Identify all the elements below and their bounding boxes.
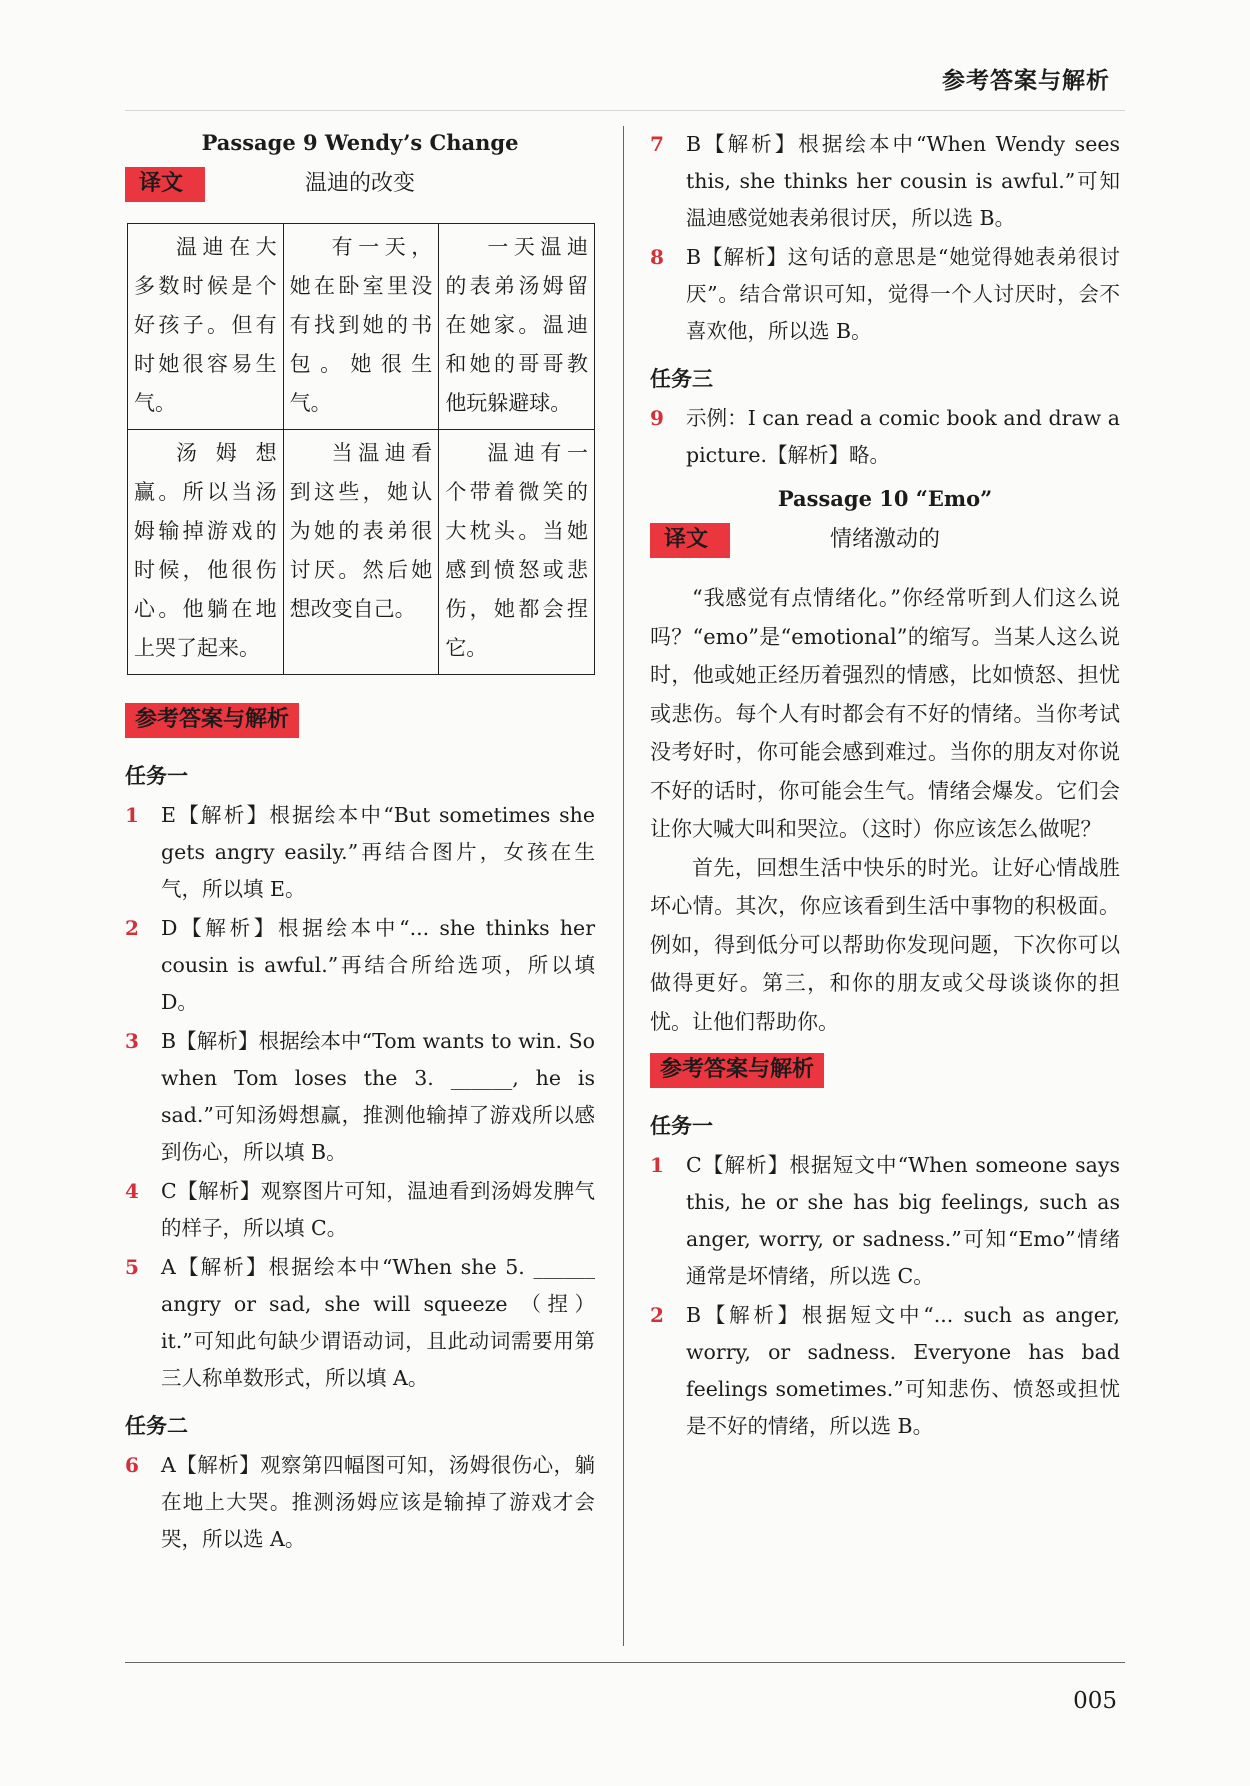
table-cell: 一天温迪的表弟汤姆留在她家。温迪和她的哥哥教他玩躲避球。 bbox=[439, 224, 595, 430]
answer-number: 2 bbox=[125, 916, 139, 940]
right-column bbox=[650, 126, 1120, 1447]
answer-number: 5 bbox=[125, 1255, 139, 1279]
answer-text: E【解析】根据绘本中“But sometimes she gets angry easily.”再结合图片，女孩在生气，所以填 E。 bbox=[161, 803, 595, 901]
answer-number: 9 bbox=[650, 406, 664, 430]
task-3-label: 任务三 bbox=[650, 367, 713, 391]
answer-text: A【解析】观察第四幅图可知，汤姆很伤心，躺在地上大哭。推测汤姆应该是输掉了游戏才会哭，所以选 A。 bbox=[161, 1453, 595, 1551]
answer-item bbox=[125, 1023, 595, 1171]
spacer bbox=[650, 476, 1120, 482]
task-1-label: 任务一 bbox=[125, 764, 188, 788]
answer-item bbox=[650, 400, 1120, 474]
answer-text: B【解析】这句话的意思是“她觉得她表弟很讨厌”。结合常识可知，觉得一个人讨厌时，会不喜欢他，所以选 B。 bbox=[686, 245, 1120, 343]
translation-table bbox=[127, 223, 595, 675]
translation-tag: 译文 bbox=[125, 167, 205, 202]
page-number: 005 bbox=[1073, 1688, 1117, 1714]
table-cell: 汤姆想赢。所以当汤姆输掉游戏的时候，他很伤心。他躺在地上哭了起来。 bbox=[128, 430, 284, 675]
answer-text: B【解析】根据绘本中“When Wendy sees this, she thinks her cousin is awful.”可知温迪感觉她表弟很讨厌，所以选 B。 bbox=[686, 132, 1120, 230]
table-cell: 有一天，她在卧室里没有找到她的书包。她很生气。 bbox=[283, 224, 439, 430]
left-column bbox=[125, 126, 595, 1560]
answer-item bbox=[125, 1173, 595, 1247]
answer-item bbox=[650, 126, 1120, 237]
answer-item bbox=[125, 1447, 595, 1558]
table-row bbox=[128, 224, 595, 430]
answer-number: 4 bbox=[125, 1179, 139, 1203]
answer-item bbox=[125, 910, 595, 1021]
translation-heading bbox=[650, 523, 1120, 563]
answer-number: 1 bbox=[125, 803, 139, 827]
running-header: 参考答案与解析 bbox=[942, 68, 1110, 94]
answer-number: 6 bbox=[125, 1453, 139, 1477]
answer-text: A【解析】根据绘本中“When she 5. ______ angry or sad, she will squeeze （捏） it.”可知此句缺少谓语动词，且此动词需要用第三人称单数形式，所以填 A。 bbox=[161, 1255, 595, 1390]
table-cell: 温迪在大多数时候是个好孩子。但有时她很容易生气。 bbox=[128, 224, 284, 430]
answer-text: 示例：I can read a comic book and draw a picture.【解析】略。 bbox=[686, 406, 1120, 467]
answer-number: 7 bbox=[650, 132, 664, 156]
answers-heading bbox=[650, 1053, 1120, 1093]
task-2-label: 任务二 bbox=[125, 1414, 188, 1438]
translation-title: 情绪激动的 bbox=[829, 527, 940, 552]
passage-9-title: Passage 9 Wendy’s Change bbox=[201, 130, 519, 155]
answer-text: C【解析】观察图片可知，温迪看到汤姆发脾气的样子，所以填 C。 bbox=[161, 1179, 595, 1240]
header-rule bbox=[125, 110, 1125, 111]
answer-item bbox=[650, 1147, 1120, 1295]
footer-rule bbox=[125, 1662, 1125, 1663]
answer-item bbox=[650, 239, 1120, 350]
passage-10-title: Passage 10 “Emo” bbox=[777, 486, 993, 511]
answer-number: 2 bbox=[650, 1303, 664, 1327]
answer-item bbox=[125, 1249, 595, 1397]
answers-heading bbox=[125, 703, 595, 743]
answer-text: D【解析】根据绘本中“... she thinks her cousin is awful.”再结合所给选项，所以填 D。 bbox=[161, 916, 595, 1014]
answer-number: 1 bbox=[650, 1153, 664, 1177]
answer-number: 8 bbox=[650, 245, 664, 269]
table-cell: 温迪有一个带着微笑的大枕头。当她感到愤怒或悲伤，她都会捏它。 bbox=[439, 430, 595, 675]
task-1-label: 任务一 bbox=[650, 1114, 713, 1138]
answer-item bbox=[650, 1297, 1120, 1445]
translation-tag: 译文 bbox=[650, 523, 730, 558]
answer-number: 3 bbox=[125, 1029, 139, 1053]
translation-title: 温迪的改变 bbox=[304, 171, 415, 196]
answer-text: B【解析】根据绘本中“Tom wants to win. So when Tom loses the 3. ______, he is sad.”可知汤姆想赢，推测他输掉了游戏所以感到伤心，所以填 B。 bbox=[161, 1029, 595, 1164]
translation-paragraph: “我感觉有点情绪化。”你经常听到人们这么说吗？“emo”是“emotional”的缩写。当某人这么说时，他或她正经历着强烈的情感，比如愤怒、担忧或悲伤。每个人有时都会有不好的情绪。当你考试没考好时，你可能会感到难过。当你的朋友对你说不好的话时，你可能会生气。情绪会爆发。它们会让你大喊大叫和哭泣。（这时）你应该怎么做呢？ bbox=[650, 586, 1120, 841]
answer-text: B【解析】根据短文中“... such as anger, worry, or sadness. Everyone has bad feelings sometimes.”可知悲伤、愤怒或担忧是不好的情绪，所以选 B。 bbox=[686, 1303, 1120, 1438]
answers-tag: 参考答案与解析 bbox=[650, 1053, 824, 1088]
translation-heading bbox=[125, 167, 595, 207]
translation-paragraph: 首先，回想生活中快乐的时光。让好心情战胜坏心情。其次，你应该看到生活中事物的积极面。例如，得到低分可以帮助你发现问题，下次你可以做得更好。第三，和你的朋友或父母谈谈你的担忧。让他们帮助你。 bbox=[650, 855, 1120, 1034]
table-row bbox=[128, 430, 595, 675]
answer-item bbox=[125, 797, 595, 908]
column-divider bbox=[623, 126, 624, 1646]
answer-text: C【解析】根据短文中“When someone says this, he or she has big feelings, such as anger, worry, or sadness.”可知“Emo”情绪通常是坏情绪，所以选 C。 bbox=[686, 1153, 1120, 1288]
answers-tag: 参考答案与解析 bbox=[125, 703, 299, 738]
table-cell: 当温迪看到这些，她认为她的表弟很讨厌。然后她想改变自己。 bbox=[283, 430, 439, 675]
